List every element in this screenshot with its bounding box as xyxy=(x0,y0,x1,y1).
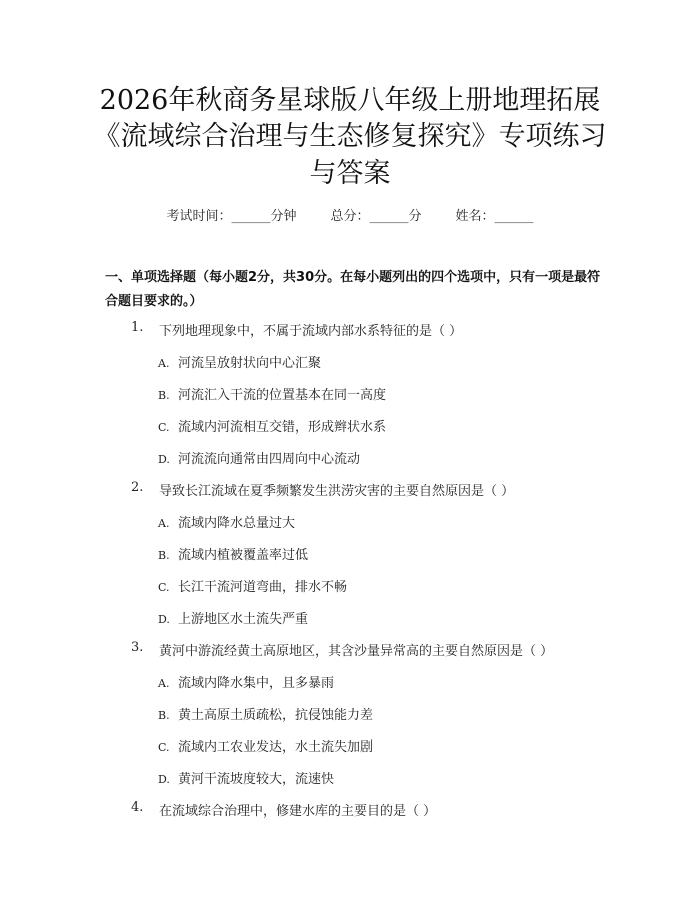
option-letter: B. xyxy=(158,389,170,402)
option-item xyxy=(158,384,386,403)
option-item xyxy=(158,576,347,595)
option-letter: B. xyxy=(158,709,170,722)
option-text: 长江干流河道弯曲，排水不畅 xyxy=(178,580,348,595)
title-line-1: 2026年秋商务星球版八年级上册地理拓展 xyxy=(99,85,601,116)
question-number: 4. xyxy=(131,800,144,815)
option-text: 流域内河流相互交错，形成辫状水系 xyxy=(178,420,387,435)
exam-info-row xyxy=(0,205,700,224)
option-item xyxy=(158,416,386,435)
question-number: 2. xyxy=(131,480,144,495)
option-letter: D. xyxy=(158,613,170,626)
total-score-field: 总分：______分 xyxy=(330,209,422,224)
option-letter: D. xyxy=(158,773,170,786)
option-text: 黄土高原土质疏松，抗侵蚀能力差 xyxy=(178,708,374,723)
question-text: 黄河中游流经黄土高原地区，其含沙量异常高的主要自然原因是（ ） xyxy=(159,644,554,659)
option-letter: A. xyxy=(158,517,170,530)
option-letter: D. xyxy=(158,453,170,466)
question-text: 下列地理现象中，不属于流域内部水系特征的是（ ） xyxy=(159,324,463,339)
option-letter: A. xyxy=(158,677,170,690)
option-item xyxy=(158,512,295,531)
option-item xyxy=(158,608,308,627)
option-item xyxy=(158,672,334,691)
title-line-2: 《流域综合治理与生态修复探究》专项练习 xyxy=(93,121,607,152)
option-text: 流域内植被覆盖率过低 xyxy=(178,548,309,563)
option-text: 流域内降水集中，且多暴雨 xyxy=(178,676,335,691)
option-item xyxy=(158,704,373,723)
title-line-3: 与答案 xyxy=(309,158,391,189)
question-number: 1. xyxy=(131,320,144,335)
exam-time-field: 考试时间：______分钟 xyxy=(166,209,297,224)
option-letter: A. xyxy=(158,357,170,370)
option-letter: B. xyxy=(158,549,170,562)
option-text: 黄河干流坡度较大，流速快 xyxy=(178,772,335,787)
option-item xyxy=(158,448,360,467)
option-text: 河流呈放射状向中心汇聚 xyxy=(178,356,322,371)
student-name-field: 姓名：______ xyxy=(455,209,534,224)
option-text: 上游地区水土流失严重 xyxy=(178,612,309,627)
section-heading: 一、单项选择题（每小题2分，共30分。在每小题列出的四个选项中，只有一项是最符合题目要求的。） xyxy=(105,270,601,309)
option-item xyxy=(158,736,373,755)
option-text: 流域内工农业发达，水土流失加剧 xyxy=(178,740,374,755)
option-letter: C. xyxy=(158,421,170,434)
option-item xyxy=(158,352,321,371)
option-text: 河流汇入干流的位置基本在同一高度 xyxy=(178,388,387,403)
question-number: 3. xyxy=(131,640,144,655)
option-item xyxy=(158,768,334,787)
question-text: 导致长江流域在夏季频繁发生洪涝灾害的主要自然原因是（ ） xyxy=(159,484,515,499)
option-letter: C. xyxy=(158,741,170,754)
option-text: 流域内降水总量过大 xyxy=(178,516,296,531)
option-item xyxy=(158,544,308,563)
option-letter: C. xyxy=(158,581,170,594)
question-text: 在流域综合治理中，修建水库的主要目的是（ ） xyxy=(159,804,437,819)
option-text: 河流流向通常由四周向中心流动 xyxy=(178,452,361,467)
